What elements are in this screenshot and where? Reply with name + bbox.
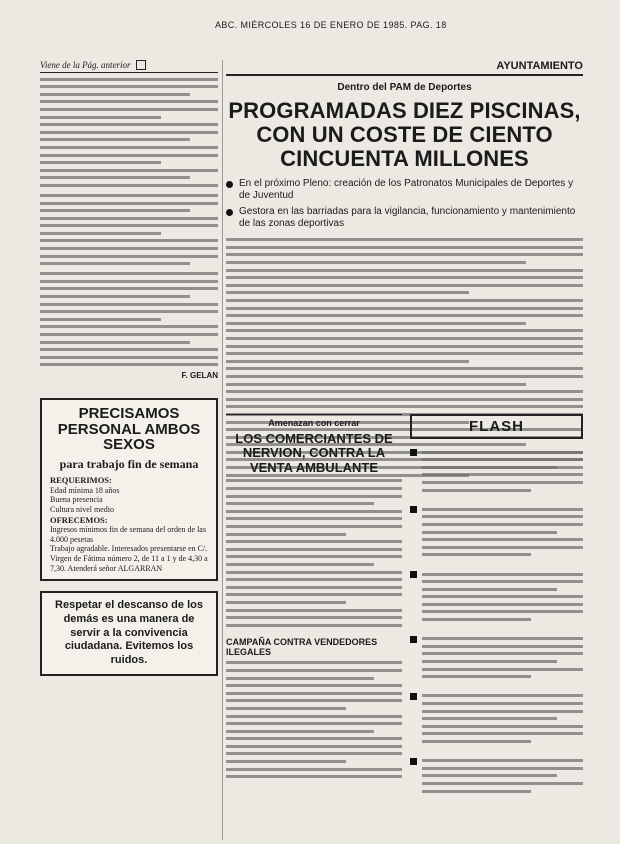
job-ad-offer-title: OFRECEMOS: bbox=[50, 514, 108, 525]
square-bullet-icon bbox=[410, 636, 417, 643]
square-bullet-icon bbox=[410, 571, 417, 578]
square-bullet-icon bbox=[410, 693, 417, 700]
flash-item-2 bbox=[410, 503, 583, 561]
flash-item-4 bbox=[410, 633, 583, 683]
flash-item-6 bbox=[410, 755, 583, 798]
column-divider bbox=[222, 60, 223, 840]
subhead-2-text: Gestora en las barriadas para la vigilancia, funcionamiento y mantenimiento de las zonas deportivas bbox=[239, 206, 576, 230]
campaign-text bbox=[226, 661, 402, 778]
subheads bbox=[226, 178, 583, 230]
left-column bbox=[40, 60, 218, 676]
square-bullet-icon bbox=[410, 449, 417, 456]
job-ad-offer: Ingresos mínimos fin de semana del orden de las 4.000 pesetas bbox=[50, 525, 206, 544]
job-ad-req-3: Cultura nivel medio bbox=[50, 505, 114, 514]
flash-title: FLASH bbox=[410, 414, 583, 439]
noise-ad: Respetar el descanso de los demás es una manera de servir a la convivencia ciudadana. Evitemos los ruidos. bbox=[40, 591, 218, 676]
job-ad-req-1: Edad mínima 18 años bbox=[50, 485, 120, 495]
job-ad-subline: para trabajo fin de semana bbox=[59, 457, 199, 472]
subhead-1 bbox=[226, 178, 583, 202]
lower-left-kicker: Amenazan con cerrar bbox=[226, 414, 402, 428]
bullet-icon bbox=[226, 209, 233, 216]
section-tag: AYUNTAMIENTO bbox=[226, 60, 583, 76]
job-ad bbox=[40, 398, 218, 581]
left-article-text bbox=[40, 78, 218, 367]
lower-right-flash bbox=[410, 414, 583, 797]
flash-item-3 bbox=[410, 568, 583, 626]
campaign-heading: CAMPAÑA CONTRA VENDEDORES ILEGALES bbox=[226, 636, 378, 657]
job-ad-req-2: Buena presencia bbox=[50, 495, 103, 505]
job-ad-headline: PRECISAMOS PERSONAL AMBOS SEXOS bbox=[57, 404, 201, 454]
square-bullet-icon bbox=[410, 758, 417, 765]
flash-item-1 bbox=[410, 446, 583, 496]
article-signature: F. GELAN bbox=[181, 370, 218, 380]
job-ad-requirements bbox=[50, 475, 208, 573]
page-header: ABC. MIÉRCOLES 16 DE ENERO DE 1985. PAG. 18 bbox=[215, 20, 447, 30]
kicker: Dentro del PAM de Deportes bbox=[337, 82, 472, 93]
subhead-2 bbox=[226, 206, 583, 230]
lower-left-text bbox=[226, 479, 402, 626]
lower-left-headline: LOS COMERCIANTES DE NERVION, CONTRA LA VENTA AMBULANTE bbox=[235, 431, 393, 475]
flash-item-5 bbox=[410, 690, 583, 748]
job-ad-contact: Trabajo agradable. Interesados presentarse en C/. Virgen de Fátima número 2, de 11 a 1 y de 4,30 a 7,30. Atenderá señor ALGARRAN bbox=[50, 544, 208, 573]
continued-from-previous bbox=[40, 60, 218, 73]
main-headline: PROGRAMADAS DIEZ PISCINAS, CON UN COSTE DE CIENTO CINCUENTA MILLONES bbox=[228, 98, 581, 171]
continued-label: Viene de la Pág. anterior bbox=[40, 60, 131, 70]
job-ad-requirements-title: REQUERIMOS: bbox=[50, 475, 112, 486]
subhead-1-text: En el próximo Pleno: creación de los Patronatos Municipales de Deportes y de Juventud bbox=[239, 178, 574, 202]
bullet-icon bbox=[226, 181, 233, 188]
continued-box-icon bbox=[136, 60, 146, 70]
square-bullet-icon bbox=[410, 506, 417, 513]
lower-left-article bbox=[226, 414, 402, 783]
